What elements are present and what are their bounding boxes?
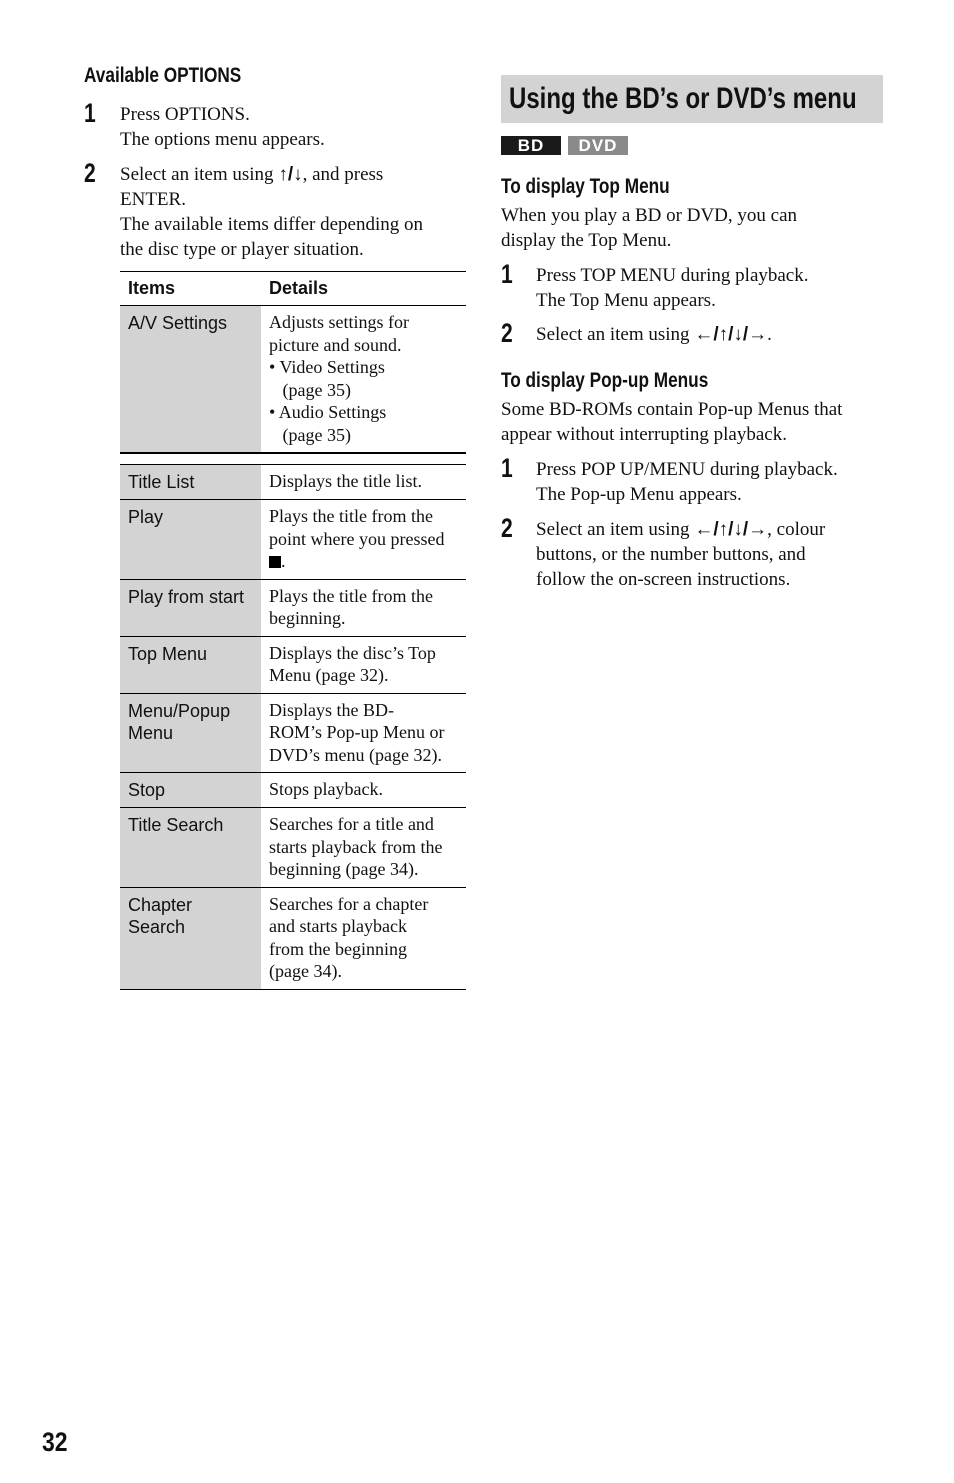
detail-line: beginning (page 34). xyxy=(269,859,419,879)
intro-line: appear without interrupting playback. xyxy=(501,424,787,445)
detail-cell xyxy=(261,773,466,808)
bd-badge: BD xyxy=(501,136,561,155)
detail-line: Displays the title list. xyxy=(269,471,422,491)
item-cell xyxy=(120,693,261,773)
step-line xyxy=(536,322,896,347)
intro-text xyxy=(501,397,891,447)
table-row xyxy=(120,808,466,888)
step-line: The Top Menu appears. xyxy=(536,290,716,311)
table-row xyxy=(120,500,466,580)
detail-line: ROM’s Pop-up Menu or xyxy=(269,722,445,742)
intro-line: Some BD-ROMs contain Pop-up Menus that xyxy=(501,399,843,420)
table-gap-cell xyxy=(120,453,466,465)
dvd-badge: DVD xyxy=(568,136,628,155)
up-down-arrow-icon: ↑/↓ xyxy=(278,164,303,185)
step-line xyxy=(120,162,470,187)
item-line: Menu xyxy=(128,722,174,743)
sub-heading-popup-menus: To display Pop-up Menus xyxy=(501,369,709,392)
step-text xyxy=(536,457,896,507)
detail-line: from the beginning xyxy=(269,938,407,959)
step-text xyxy=(536,517,896,592)
detail-cell xyxy=(261,579,466,636)
table-row xyxy=(120,465,466,500)
detail-line: • Audio Settings xyxy=(269,402,387,422)
table-row xyxy=(120,693,466,773)
table-row xyxy=(120,579,466,636)
detail-text-part: . xyxy=(281,551,286,571)
step-line: the disc type or player situation. xyxy=(120,239,364,260)
step-text-part: Select an item using xyxy=(536,519,695,540)
item-cell xyxy=(120,887,261,989)
page-title: Using the BD’s or DVD’s menu xyxy=(509,82,857,115)
column-header-items: Items xyxy=(128,278,176,298)
detail-line: starts playback from the xyxy=(269,836,443,857)
item-cell: Title List xyxy=(120,465,261,500)
step-line: buttons, or the number buttons, and xyxy=(536,544,806,565)
step-text-part: , colour xyxy=(767,519,826,540)
step-number: 1 xyxy=(501,259,513,289)
arrow-keys-icon: ←/↑/↓/→ xyxy=(694,324,768,345)
options-table xyxy=(120,271,466,990)
step-text-part: , and press xyxy=(302,164,384,185)
step-line: ENTER. xyxy=(120,189,186,210)
step-line xyxy=(536,517,896,542)
step-text xyxy=(536,263,896,313)
detail-cell xyxy=(261,887,466,989)
table-row xyxy=(120,773,466,808)
detail-cell xyxy=(261,465,466,500)
column-header-details: Details xyxy=(269,278,329,298)
detail-line: (page 35) xyxy=(269,424,351,445)
item-cell: Play xyxy=(120,500,261,580)
step-line: Press POP UP/MENU during playback. xyxy=(536,459,838,480)
detail-line xyxy=(269,550,466,573)
item-cell: Stop xyxy=(120,773,261,808)
detail-line: Adjusts settings for xyxy=(269,312,410,332)
detail-line: Searches for a title and xyxy=(269,814,434,834)
detail-line: Displays the disc’s Top xyxy=(269,642,436,663)
section-heading-available-options: Available OPTIONS xyxy=(84,64,242,87)
item-line: Search xyxy=(128,916,186,937)
detail-line: picture and sound. xyxy=(269,334,402,355)
table-gap xyxy=(120,453,466,465)
detail-line: beginning. xyxy=(269,608,346,628)
detail-cell xyxy=(261,808,466,888)
step-text xyxy=(536,322,896,347)
step-number: 1 xyxy=(84,98,96,128)
step-line: Press TOP MENU during playback. xyxy=(536,265,809,286)
table-header-row xyxy=(120,272,466,306)
detail-line: DVD’s menu (page 32). xyxy=(269,744,442,765)
step-line: Press OPTIONS. xyxy=(120,104,250,125)
detail-line: Plays the title from the xyxy=(269,585,433,606)
step-text xyxy=(120,162,470,262)
intro-line: display the Top Menu. xyxy=(501,230,672,251)
sub-heading-top-menu: To display Top Menu xyxy=(501,175,670,198)
table-row xyxy=(120,636,466,693)
detail-cell xyxy=(261,693,466,773)
step-number: 2 xyxy=(501,318,513,348)
page-number: 32 xyxy=(42,1427,68,1457)
item-line: Chapter xyxy=(128,894,193,915)
detail-cell xyxy=(261,306,466,454)
step-text xyxy=(120,102,466,152)
detail-line: Searches for a chapter xyxy=(269,893,429,914)
step-line: The Pop-up Menu appears. xyxy=(536,484,742,505)
step-number: 2 xyxy=(84,158,96,188)
step-text-part: Select an item using xyxy=(120,164,279,185)
step-line: follow the on-screen instructions. xyxy=(536,569,791,590)
detail-line: Displays the BD- xyxy=(269,699,394,720)
item-cell: Top Menu xyxy=(120,636,261,693)
step-text-part: Select an item using xyxy=(536,324,695,345)
step-number: 1 xyxy=(501,453,513,483)
table-row xyxy=(120,887,466,989)
detail-line: Plays the title from the xyxy=(269,506,433,526)
detail-cell xyxy=(261,500,466,580)
intro-line: When you play a BD or DVD, you can xyxy=(501,205,798,226)
item-cell: Title Search xyxy=(120,808,261,888)
step-text-part: . xyxy=(767,324,772,345)
step-line: The available items differ depending on xyxy=(120,214,424,235)
stop-square-icon xyxy=(269,556,281,568)
item-cell: A/V Settings xyxy=(120,306,261,454)
step-number: 2 xyxy=(501,513,513,543)
intro-text xyxy=(501,203,891,253)
detail-line: (page 34). xyxy=(269,961,342,981)
detail-line: Stops playback. xyxy=(269,779,383,799)
detail-line: Menu (page 32). xyxy=(269,665,389,685)
detail-line: point where you pressed xyxy=(269,528,445,549)
item-cell: Play from start xyxy=(120,579,261,636)
table-row xyxy=(120,306,466,454)
detail-line: • Video Settings xyxy=(269,357,385,377)
arrow-keys-icon: ←/↑/↓/→ xyxy=(694,519,768,540)
detail-line: and starts playback xyxy=(269,916,407,936)
detail-cell xyxy=(261,636,466,693)
step-line: The options menu appears. xyxy=(120,129,325,150)
detail-line: (page 35) xyxy=(269,379,351,400)
item-line: Menu/Popup xyxy=(128,700,231,721)
